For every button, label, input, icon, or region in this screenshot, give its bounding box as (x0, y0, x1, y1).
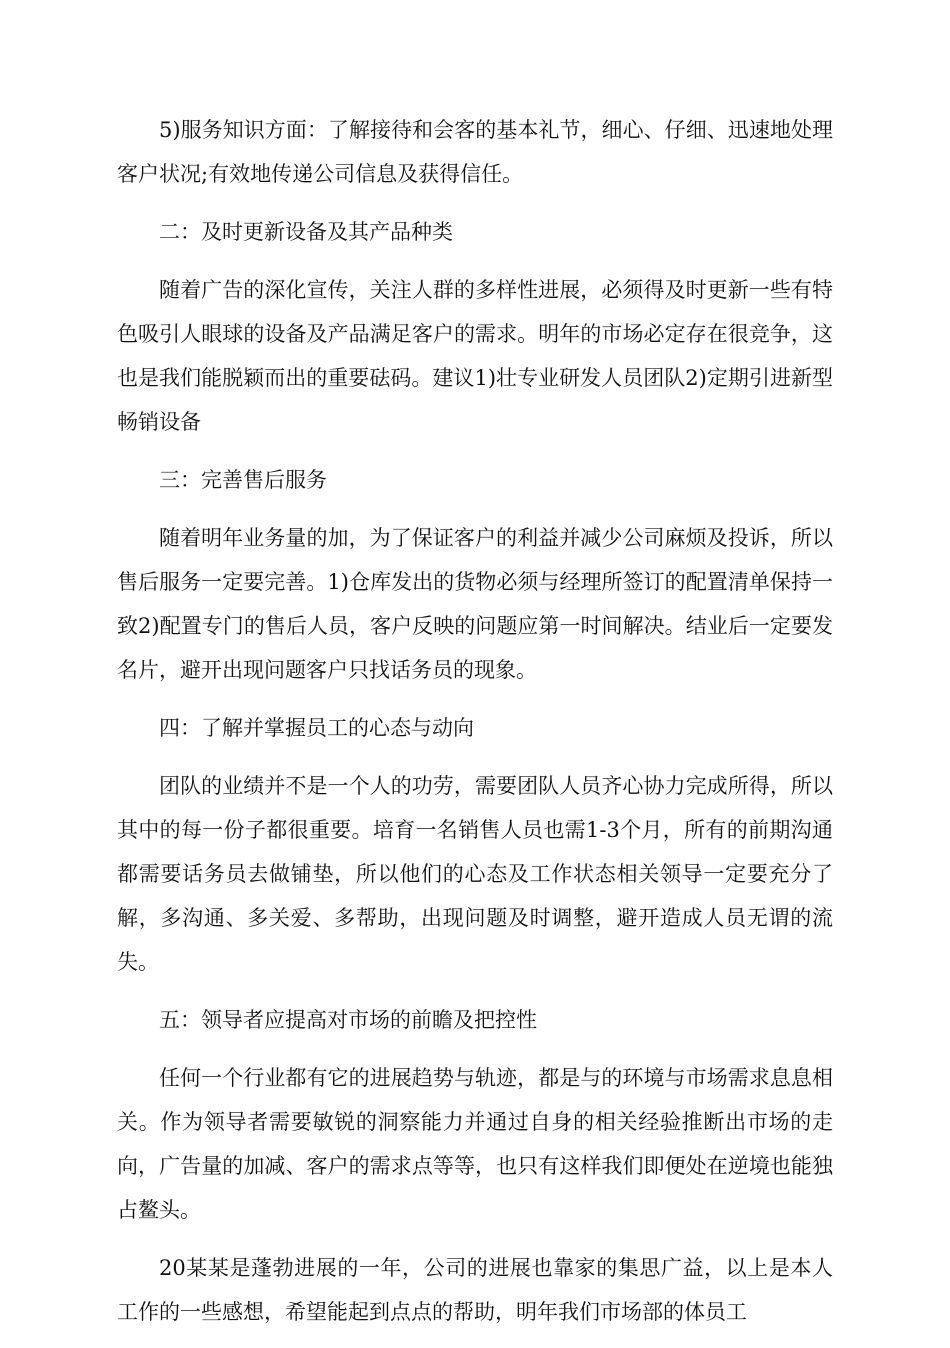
paragraph-service-knowledge: 5)服务知识方面：了解接待和会客的基本礼节，细心、仔细、迅速地处理客户状况;有效地传递公司信息及获得信任。 (117, 118, 833, 186)
document-body (117, 108, 833, 1348)
paragraph-staff-mindset: 团队的业绩并不是一个人的功劳，需要团队人员齐心协力完成所得，所以其中的每一份子都很重要。培育一名销售人员也需1-3个月，所有的前期沟通都需要话务员去做铺垫，所以他们的心态及工作状态相关领导一定要充分了解，多沟通、多关爱、多帮助，出现问题及时调整，避开造成人员无谓的流失。 (117, 774, 833, 974)
heading-after-sales: 三：完善售后服务 (159, 468, 327, 492)
paragraph-after-sales: 随着明年业务量的加，为了保证客户的利益并减少公司麻烦及投诉，所以售后服务一定要完善。1)仓库发出的货物必须与经理所签订的配置清单保持一致2)配置专门的售后人员，客户反映的问题应第一时间解决。结业后一定要发名片，避开出现问题客户只找话务员的现象。 (117, 526, 833, 682)
heading-leadership-foresight: 五：领导者应提高对市场的前瞻及把控性 (159, 1008, 537, 1032)
paragraph-update-equipment: 随着广告的深化宣传，关注人群的多样性进展，必须得及时更新一些有特色吸引人眼球的设备及产品满足客户的需求。明年的市场必定存在很竞争，这也是我们能脱颖而出的重要砝码。建议1)壮专业研发人员团队2)定期引进新型畅销设备 (117, 278, 833, 434)
paragraph-conclusion: 20某某是蓬勃进展的一年，公司的进展也靠家的集思广益，以上是本人工作的一些感想，希望能起到点点的帮助，明年我们市场部的体员工 (117, 1256, 833, 1324)
paragraph-leadership-foresight: 任何一个行业都有它的进展趋势与轨迹，都是与的环境与市场需求息息相关。作为领导者需要敏锐的洞察能力并通过自身的相关经验推断出市场的走向，广告量的加减、客户的需求点等等，也只有这样我们即便处在逆境也能独占鳌头。 (117, 1066, 833, 1222)
heading-staff-mindset: 四：了解并掌握员工的心态与动向 (159, 716, 474, 740)
heading-update-equipment: 二：及时更新设备及其产品种类 (159, 220, 453, 244)
